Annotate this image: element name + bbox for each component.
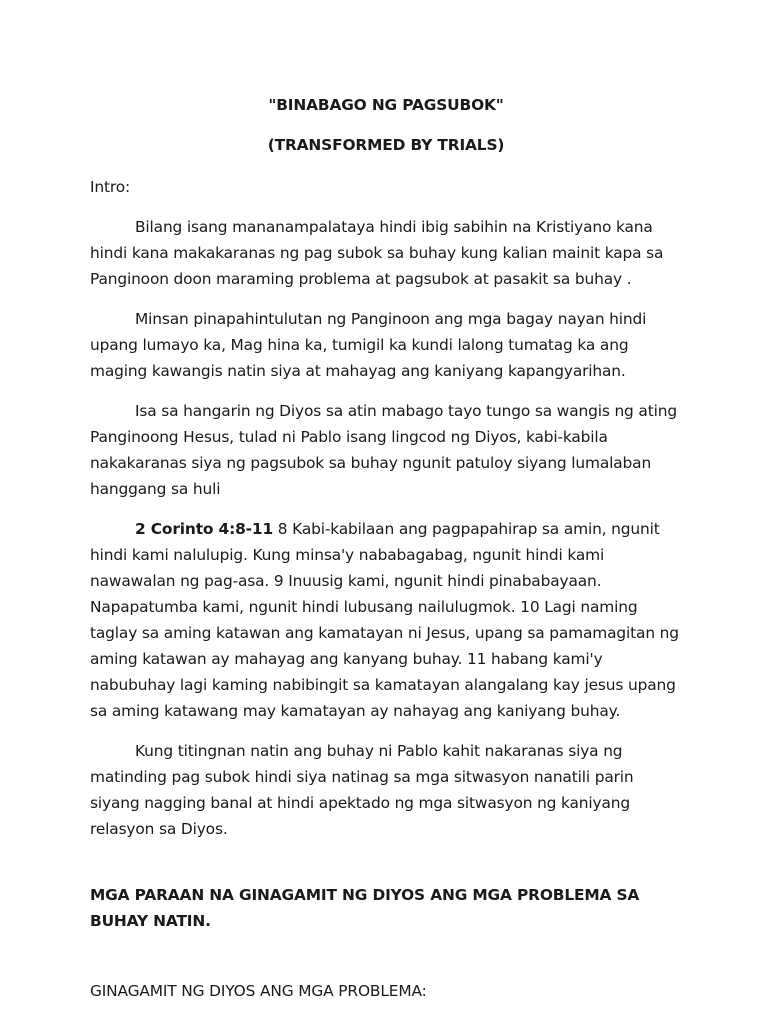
document-subtitle: (TRANSFORMED BY TRIALS) (267, 136, 505, 154)
intro-label: Intro: (90, 178, 131, 196)
paragraph-2: Minsan pinapahintulutan ng Panginoon ang mga bagay nayan hindi upang lumayo ka, Mag hina ka, tumigil ka kundi lalong tumatag ka ang maging kawangis natin siya at mahayag ang kaniyang kapangyarihan. (90, 310, 647, 380)
scripture-paragraph (90, 516, 682, 724)
paragraph-3: Isa sa hangarin ng Diyos sa atin mabago tayo tungo sa wangis ng ating Panginoong Hesus, tulad ni Pablo isang lingcod ng Diyos, kabi-kabila nakakaranas siya ng pagsubok sa buhay ngunit patuloy siyang lumalaban hanggang sa huli (90, 402, 677, 498)
document-title: "BINABAGO NG PAGSUBOK" (268, 96, 504, 114)
closing-paragraph: Kung titingnan natin ang buhay ni Pablo kahit nakaranas siya ng matinding pag subok hindi siya natinag sa mga sitwasyon nanatili parin siyang nagging banal at hindi apektado ng mga sitwasyon ng kaniyang relasyon sa Diyos. (90, 742, 634, 838)
section-heading: MGA PARAAN NA GINAGAMIT NG DIYOS ANG MGA PROBLEMA SA BUHAY NATIN. (90, 886, 640, 930)
scripture-text: 8 Kabi-kabilaan ang pagpapahirap sa amin, ngunit hindi kami nalulupig. Kung minsa'y nababagabag, ngunit hindi kami nawawalan ng pag-asa. 9 Inuusig kami, ngunit hindi pinababayaan. Napapatumba kami, ngunit hindi lubusang nailulugmok. 10 Lagi naming taglay sa aming katawan ang kamatayan ni Jesus, upang sa pamamagitan ng aming katawan ay mahayag ang kanyang buhay. 11 habang kami'y nabubuhay lagi kaming nabibingit sa kamatayan alangalang kay jesus upang sa aming katawang may kamatayan ay nahayag ang kaniyang buhay. (90, 520, 679, 720)
scripture-reference: 2 Corinto 4:8-11 (135, 520, 274, 538)
paragraph-1: Bilang isang mananampalataya hindi ibig sabihin na Kristiyano kana hindi kana makakaranas ng pag subok sa buhay kung kalian mainit kapa sa Panginoon doon maraming problema at pagsubok at pasakit sa buhay . (90, 218, 664, 288)
document-body (90, 92, 682, 1004)
subheading: GINAGAMIT NG DIYOS ANG MGA PROBLEMA: (90, 982, 427, 1000)
